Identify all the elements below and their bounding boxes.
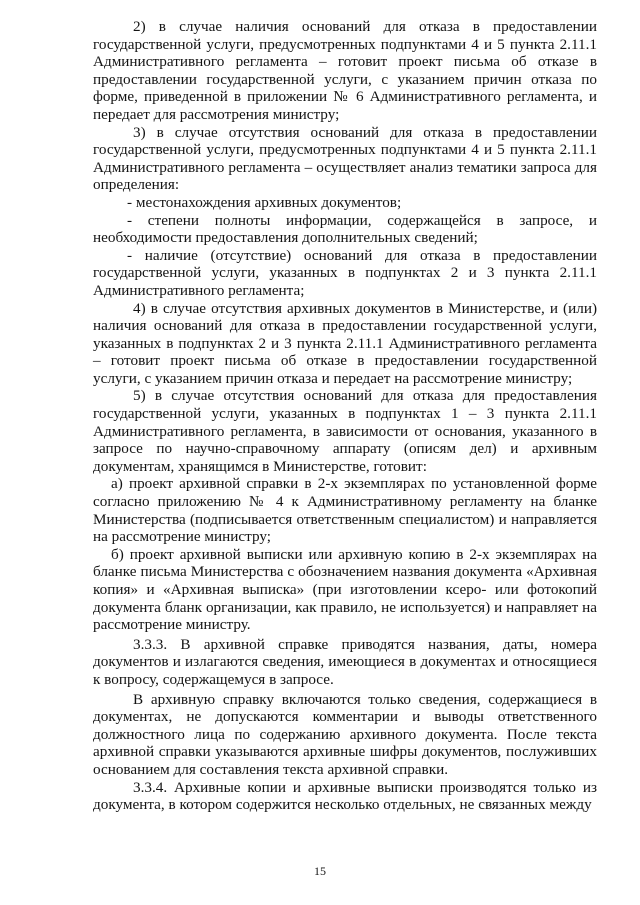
paragraph-item-4: 4) в случае отсутствия архивных документов в Министерстве, и (или) наличия оснований для отказа в предоставлении государственной услуги, указанных в подпунктах 2 и 3 пункта 2.11.1 Административного регламента – готовит проект письма об отказе в предоставлении государственной услуги, с указанием причин отказа и передает на рассмотрение министру;	[93, 299, 597, 387]
paragraph-section-3-3-4: 3.3.4. Архивные копии и архивные выписки производятся только из документа, в котором содержится несколько отдельных, не связанных между	[93, 778, 597, 814]
paragraph-section-3-3-3: 3.3.3. В архивной справке приводятся названия, даты, номера документов и излагаются сведения, имеющиеся в документах и относящиеся к вопросу, содержащемуся в запросе.	[93, 635, 597, 688]
document-page	[93, 18, 597, 814]
paragraph-item-2: 2) в случае наличия оснований для отказа в предоставлении государственной услуги, предусмотренных подпунктами 4 и 5 пункта 2.11.1 Административного регламента – готовит проект письма об отказе в предоставлении государственной услуги, с указанием причин отказа по форме, приведенной в приложении № 6 Административного регламента, и передает для рассмотрения министру;	[93, 18, 597, 123]
paragraph-completeness-of-information: - степени полноты информации, содержащейся в запросе, и необходимости предоставления дополнительных сведений;	[93, 211, 597, 247]
paragraph-subitem-a: а) проект архивной справки в 2-х экземплярах по установленной форме согласно приложению № 4 к Административному регламенту на бланке Министерства (подписывается ответственным специалистом) и направляется на рассмотрение министру;	[93, 475, 597, 546]
page-number: 15	[314, 864, 326, 878]
paragraph-item-3: 3) в случае отсутствия оснований для отказа в предоставлении государственной услуги, предусмотренных подпунктами 4 и 5 пункта 2.11.1 Административного регламента – осуществляет анализ тематики запроса для определения:	[93, 123, 597, 194]
paragraph-subitem-b: б) проект архивной выписки или архивную копию в 2-х экземплярах на бланке письма Министерства с обозначением названия документа «Архивная копия» и «Архивная выписка» (при изготовлении ксеро- или фотокопий документа бланк организации, как правило, не используется) и направляет на рассмотрение министру.	[93, 545, 597, 634]
paragraph-archival-reference-contents: В архивную справку включаются только сведения, содержащиеся в документах, не допускаются комментарии и выводы ответственного должностного лица по содержанию архивного документа. После текста архивной справки указываются архивные шифры документов, послуживших основанием для составления текста архивной справки.	[93, 690, 597, 778]
paragraph-grounds-for-refusal: - наличие (отсутствие) оснований для отказа в предоставлении государственной услуги, указанных в подпунктах 2 и 3 пункта 2.11.1 Административного регламента;	[93, 246, 597, 299]
paragraph-item-5: 5) в случае отсутствия оснований для отказа для предоставления государственной услуги, указанных в подпунктах 1 – 3 пункта 2.11.1 Административного регламента, в зависимости от основания, указанного в запросе по научно-справочному аппарату (описям дел) и архивным документам, хранящимся в Министерстве, готовит:	[93, 387, 597, 475]
paragraph-location-of-documents: - местонахождения архивных документов;	[127, 193, 402, 211]
